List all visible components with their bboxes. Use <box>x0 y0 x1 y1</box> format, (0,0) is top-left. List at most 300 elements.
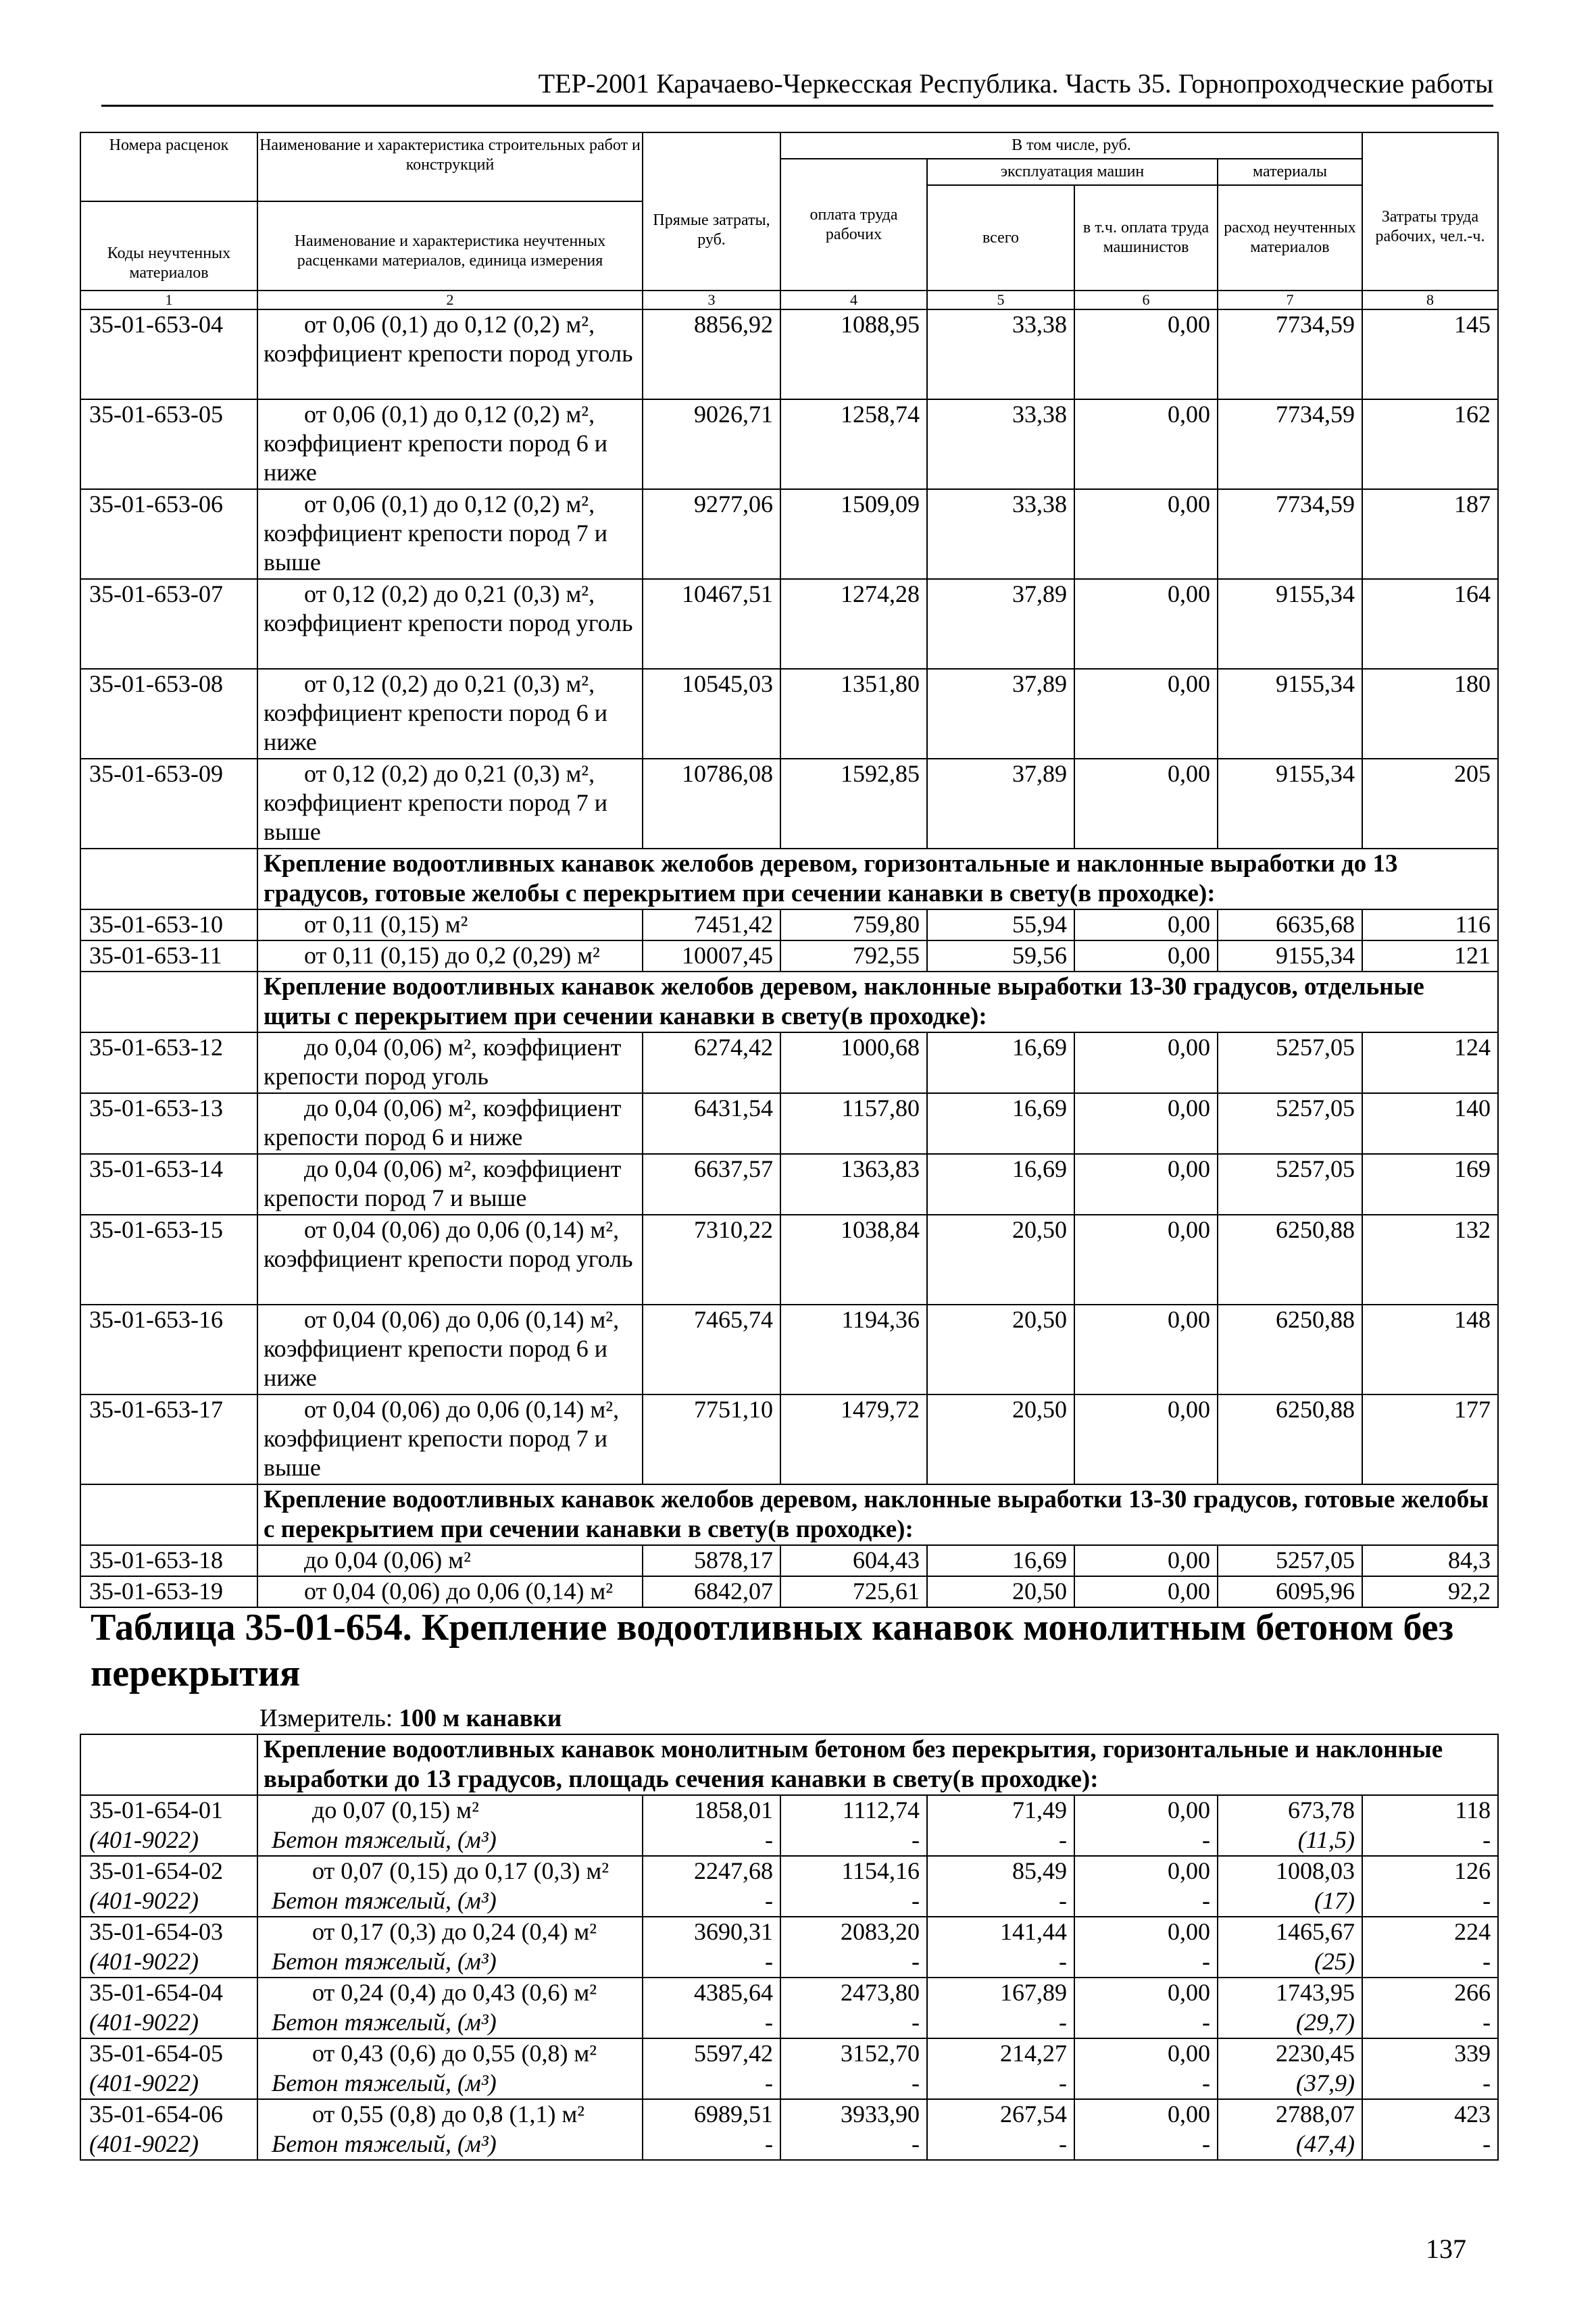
dash: - <box>1482 1887 1491 1914</box>
dash: - <box>765 1887 773 1914</box>
operator-cost: 0,00 <box>1074 1576 1218 1607</box>
material-cost: 9155,34 <box>1218 759 1362 849</box>
material-cost: 2230,45 <box>1276 2040 1355 2067</box>
dash: - <box>765 1948 773 1975</box>
table-cell <box>780 1856 927 1917</box>
table-cell <box>1218 1917 1362 1978</box>
dash: - <box>765 2130 773 2157</box>
material-quantity: (11,5) <box>1297 1826 1355 1853</box>
section-spacer <box>80 1484 257 1545</box>
table-cell <box>257 1917 643 1978</box>
table-cell <box>80 2038 257 2099</box>
measure-value: 100 м канавки <box>399 1705 562 1732</box>
machine-cost: 267,54 <box>1000 2101 1067 2128</box>
table-row <box>80 579 1498 669</box>
labor-cost: 759,80 <box>780 909 927 940</box>
table-cell <box>643 2038 780 2099</box>
material-cost: 9155,34 <box>1218 669 1362 759</box>
dash: - <box>1482 1948 1491 1975</box>
table-row <box>80 1576 1498 1607</box>
rate-code: 35-01-653-18 <box>80 1545 257 1576</box>
direct-cost: 7751,10 <box>643 1394 780 1484</box>
machine-cost: 37,89 <box>927 759 1074 849</box>
direct-cost: 9026,71 <box>643 399 780 489</box>
table-cell <box>80 1795 257 1856</box>
material-description: Бетон тяжелый, (м³) <box>272 2009 497 2036</box>
table-cell <box>780 1795 927 1856</box>
labor-hours: 423 <box>1454 2101 1491 2128</box>
dash: - <box>1482 1826 1491 1853</box>
material-cost: 5257,05 <box>1218 1545 1362 1576</box>
material-quantity: (25) <box>1314 1948 1355 1975</box>
table-row <box>80 489 1498 579</box>
direct-cost: 8856,92 <box>643 309 780 399</box>
rate-code: 35-01-653-04 <box>80 309 257 399</box>
rate-description: от 0,06 (0,1) до 0,12 (0,2) м², коэффициент крепости пород 7 и выше <box>257 489 643 579</box>
header-group-machines: эксплуатация машин <box>927 159 1218 185</box>
dash: - <box>1202 2009 1210 2036</box>
operator-cost: 0,00 <box>1074 940 1218 972</box>
machine-cost: 59,56 <box>927 940 1074 972</box>
header-col6: в т.ч. оплата труда машинистов <box>1074 185 1218 291</box>
table-cell <box>780 1978 927 2038</box>
col-number: 2 <box>257 291 643 309</box>
direct-cost: 4385,64 <box>694 1979 773 2006</box>
operator-cost: 0,00 <box>1074 1093 1218 1154</box>
header-col2-bottom: Наименование и характеристика неучтенных расценками материалов, единица измерения <box>258 201 642 271</box>
material-cost: 1465,67 <box>1276 1918 1355 1945</box>
measure-line <box>259 1704 562 1734</box>
rate-code: 35-01-653-13 <box>80 1093 257 1154</box>
page-number: 137 <box>1426 2234 1466 2264</box>
material-code: (401-9022) <box>89 1887 199 1914</box>
labor-hours: 84,3 <box>1362 1545 1498 1576</box>
material-cost: 6250,88 <box>1218 1394 1362 1484</box>
rate-code: 35-01-653-05 <box>80 399 257 489</box>
rate-code: 35-01-654-03 <box>89 1918 223 1945</box>
material-description: Бетон тяжелый, (м³) <box>272 2130 497 2157</box>
labor-hours: 118 <box>1455 1796 1491 1823</box>
dash: - <box>765 1826 773 1853</box>
direct-cost: 7465,74 <box>643 1305 780 1394</box>
rate-description: до 0,04 (0,06) м², коэффициент крепости пород 6 и ниже <box>257 1093 643 1154</box>
table-cell <box>257 1856 643 1917</box>
direct-cost: 6431,54 <box>643 1093 780 1154</box>
labor-cost: 1479,72 <box>780 1394 927 1484</box>
operator-cost: 0,00 <box>1074 1305 1218 1394</box>
header-col1 <box>80 132 257 291</box>
rate-description: до 0,04 (0,06) м² <box>257 1545 643 1576</box>
operator-cost: 0,00 <box>1074 1394 1218 1484</box>
table-cell <box>80 1978 257 2038</box>
dash: - <box>1059 1826 1067 1853</box>
table-cell <box>1074 1856 1218 1917</box>
material-cost: 7734,59 <box>1218 489 1362 579</box>
material-cost: 1743,95 <box>1276 1979 1355 2006</box>
dash: - <box>1059 2130 1067 2157</box>
table-cell <box>1218 1856 1362 1917</box>
machine-cost: 20,50 <box>927 1215 1074 1305</box>
table-cell <box>643 2099 780 2160</box>
machine-cost: 141,44 <box>1000 1918 1067 1945</box>
labor-hours: 224 <box>1454 1918 1491 1945</box>
dash: - <box>1059 1948 1067 1975</box>
dash: - <box>1202 2130 1210 2157</box>
col-number: 5 <box>927 291 1074 309</box>
machine-cost: 16,69 <box>927 1154 1074 1215</box>
material-quantity: (29,7) <box>1296 2009 1355 2036</box>
labor-hours: 169 <box>1362 1154 1498 1215</box>
section-heading: Крепление водоотливных канавок монолитным бетоном без перекрытия, горизонтальные и наклонные выработки до 13 градусов, площадь сечения канавки в свету(в проходке): <box>257 1734 1498 1795</box>
rate-code: 35-01-653-07 <box>80 579 257 669</box>
direct-cost: 3690,31 <box>694 1918 773 1945</box>
header-group-materials: материалы <box>1218 159 1362 185</box>
labor-cost: 1038,84 <box>780 1215 927 1305</box>
rate-description: от 0,12 (0,2) до 0,21 (0,3) м², коэффициент крепости пород 7 и выше <box>257 759 643 849</box>
operator-cost: 0,00 <box>1074 669 1218 759</box>
labor-hours: 148 <box>1362 1305 1498 1394</box>
dash: - <box>912 2009 920 2036</box>
labor-cost: 2083,20 <box>841 1918 920 1945</box>
header-rule <box>101 105 1493 107</box>
table-cell <box>927 1978 1074 2038</box>
direct-cost: 6842,07 <box>643 1576 780 1607</box>
machine-cost: 71,49 <box>1012 1796 1067 1823</box>
direct-cost: 5878,17 <box>643 1545 780 1576</box>
rate-description: от 0,04 (0,06) до 0,06 (0,14) м², коэффициент крепости пород 6 и ниже <box>257 1305 643 1394</box>
operator-cost: 0,00 <box>1074 909 1218 940</box>
labor-cost: 1592,85 <box>780 759 927 849</box>
material-code: (401-9022) <box>89 2069 199 2096</box>
table-row <box>80 1032 1498 1093</box>
table-cell <box>1074 1978 1218 2038</box>
rate-description: до 0,04 (0,06) м², коэффициент крепости пород уголь <box>257 1032 643 1093</box>
table-row <box>80 1305 1498 1394</box>
table-cell <box>257 1795 643 1856</box>
operator-cost: 0,00 <box>1074 1545 1218 1576</box>
rate-code: 35-01-653-09 <box>80 759 257 849</box>
machine-cost: 16,69 <box>927 1545 1074 1576</box>
table-row <box>80 1215 1498 1305</box>
col-number: 3 <box>643 291 780 309</box>
rate-code: 35-01-653-11 <box>80 940 257 972</box>
rate-description: от 0,04 (0,06) до 0,06 (0,14) м², коэффициент крепости пород 7 и выше <box>257 1394 643 1484</box>
material-cost: 6095,96 <box>1218 1576 1362 1607</box>
direct-cost: 5597,42 <box>694 2040 773 2067</box>
dash: - <box>1482 2069 1491 2096</box>
table-row <box>80 1856 1498 1917</box>
dash: - <box>1202 1826 1210 1853</box>
section-heading: Крепление водоотливных канавок желобов деревом, наклонные выработки 13-30 градусов, готовые желобы с перекрытием при сечении канавки в свету(в проходке): <box>257 1484 1498 1545</box>
material-cost: 7734,59 <box>1218 309 1362 399</box>
rate-description: от 0,55 (0,8) до 0,8 (1,1) м² <box>312 2101 585 2128</box>
rate-description: от 0,06 (0,1) до 0,12 (0,2) м², коэффициент крепости пород уголь <box>257 309 643 399</box>
rate-description: до 0,07 (0,15) м² <box>312 1796 479 1823</box>
direct-cost: 7451,42 <box>643 909 780 940</box>
material-cost: 5257,05 <box>1218 1154 1362 1215</box>
col-number: 7 <box>1218 291 1362 309</box>
rate-code: 35-01-654-06 <box>89 2101 223 2128</box>
dash: - <box>1059 2009 1067 2036</box>
labor-cost: 1363,83 <box>780 1154 927 1215</box>
labor-hours: 92,2 <box>1362 1576 1498 1607</box>
labor-cost: 1157,80 <box>780 1093 927 1154</box>
col-number: 6 <box>1074 291 1218 309</box>
header-col2 <box>257 132 643 291</box>
direct-cost: 2247,68 <box>694 1857 773 1884</box>
machine-cost: 167,89 <box>1000 1979 1067 2006</box>
labor-cost: 3933,90 <box>841 2101 920 2128</box>
table-cell <box>927 2099 1074 2160</box>
operator-cost: 0,00 <box>1074 309 1218 399</box>
table-cell <box>80 1917 257 1978</box>
table-cell <box>643 1795 780 1856</box>
material-cost: 5257,05 <box>1218 1093 1362 1154</box>
header-col7: расход неучтенных материалов <box>1218 185 1362 291</box>
machine-cost: 33,38 <box>927 309 1074 399</box>
table-row <box>80 1154 1498 1215</box>
machine-cost: 16,69 <box>927 1093 1074 1154</box>
operator-cost: 0,00 <box>1074 579 1218 669</box>
rate-code: 35-01-653-15 <box>80 1215 257 1305</box>
table-cell <box>927 1917 1074 1978</box>
table-cell <box>780 2038 927 2099</box>
col-number: 1 <box>80 291 257 309</box>
col-number: 4 <box>780 291 927 309</box>
rate-code: 35-01-653-08 <box>80 669 257 759</box>
table-cell <box>643 1856 780 1917</box>
machine-cost: 20,50 <box>927 1394 1074 1484</box>
table-row <box>80 2099 1498 2160</box>
material-description: Бетон тяжелый, (м³) <box>272 2069 497 2096</box>
section-spacer <box>80 1734 257 1795</box>
table-cell <box>257 1978 643 2038</box>
table-cell <box>1218 1795 1362 1856</box>
table-cell <box>1362 1795 1498 1856</box>
dash: - <box>1059 2069 1067 2096</box>
header-number-row <box>80 291 1498 309</box>
operator-cost: 0,00 <box>1168 2040 1210 2067</box>
operator-cost: 0,00 <box>1168 2101 1210 2128</box>
table-row <box>80 1394 1498 1484</box>
dash: - <box>765 2069 773 2096</box>
material-code: (401-9022) <box>89 1826 199 1853</box>
labor-cost: 1258,74 <box>780 399 927 489</box>
dash: - <box>912 1948 920 1975</box>
operator-cost: 0,00 <box>1074 1032 1218 1093</box>
table-cell <box>1362 2038 1498 2099</box>
labor-cost: 725,61 <box>780 1576 927 1607</box>
dash: - <box>912 2130 920 2157</box>
labor-cost: 2473,80 <box>841 1979 920 2006</box>
labor-hours: 266 <box>1454 1979 1491 2006</box>
table-row <box>80 2038 1498 2099</box>
labor-hours: 140 <box>1362 1093 1498 1154</box>
direct-cost: 10545,03 <box>643 669 780 759</box>
dash: - <box>1059 1887 1067 1914</box>
table-cell <box>1362 1978 1498 2038</box>
material-cost: 7734,59 <box>1218 399 1362 489</box>
operator-cost: 0,00 <box>1074 1154 1218 1215</box>
dash: - <box>1482 2130 1491 2157</box>
material-cost: 9155,34 <box>1218 579 1362 669</box>
material-cost: 6250,88 <box>1218 1305 1362 1394</box>
table-cell <box>1362 1856 1498 1917</box>
direct-cost: 10007,45 <box>643 940 780 972</box>
machine-cost: 20,50 <box>927 1576 1074 1607</box>
labor-hours: 205 <box>1362 759 1498 849</box>
section-spacer <box>80 972 257 1032</box>
direct-cost: 9277,06 <box>643 489 780 579</box>
running-header: ТЕР-2001 Карачаево-Черкесская Республика. Часть 35. Горнопроходческие работы <box>538 68 1493 99</box>
table-row <box>80 399 1498 489</box>
table-cell <box>1362 1917 1498 1978</box>
table-cell <box>1218 1978 1362 2038</box>
table-row <box>80 909 1498 940</box>
material-quantity: (37,9) <box>1296 2069 1355 2096</box>
operator-cost: 0,00 <box>1168 1918 1210 1945</box>
machine-cost: 37,89 <box>927 579 1074 669</box>
operator-cost: 0,00 <box>1074 399 1218 489</box>
direct-cost: 10467,51 <box>643 579 780 669</box>
dash: - <box>1202 1887 1210 1914</box>
labor-cost: 1088,95 <box>780 309 927 399</box>
rate-description: от 0,12 (0,2) до 0,21 (0,3) м², коэффициент крепости пород уголь <box>257 579 643 669</box>
table-row <box>80 669 1498 759</box>
rate-description: от 0,06 (0,1) до 0,12 (0,2) м², коэффициент крепости пород 6 и ниже <box>257 399 643 489</box>
table-654 <box>80 1734 1499 2161</box>
labor-hours: 339 <box>1454 2040 1491 2067</box>
table-cell <box>1362 2099 1498 2160</box>
table-cell <box>1218 2099 1362 2160</box>
table-cell <box>643 1978 780 2038</box>
table-cell <box>257 2099 643 2160</box>
material-description: Бетон тяжелый, (м³) <box>272 1826 497 1853</box>
rate-code: 35-01-653-16 <box>80 1305 257 1394</box>
material-cost: 2788,07 <box>1276 2101 1355 2128</box>
table-654-title: Таблица 35-01-654. Крепление водоотливных канавок монолитным бетоном без перекрытия <box>91 1607 1454 1694</box>
material-code: (401-9022) <box>89 1948 199 1975</box>
labor-cost: 1509,09 <box>780 489 927 579</box>
section-row <box>80 1484 1498 1545</box>
material-code: (401-9022) <box>89 2130 199 2157</box>
table-row <box>80 1795 1498 1856</box>
machine-cost: 16,69 <box>927 1032 1074 1093</box>
labor-cost: 604,43 <box>780 1545 927 1576</box>
direct-cost: 6989,51 <box>694 2101 773 2128</box>
labor-hours: 177 <box>1362 1394 1498 1484</box>
material-cost: 673,78 <box>1288 1796 1355 1823</box>
dash: - <box>912 1826 920 1853</box>
labor-cost: 1154,16 <box>841 1857 920 1884</box>
labor-cost: 1194,36 <box>780 1305 927 1394</box>
rate-code: 35-01-654-04 <box>89 1979 223 2006</box>
table-cell <box>257 2038 643 2099</box>
material-quantity: (17) <box>1314 1887 1355 1914</box>
table-row <box>80 1978 1498 2038</box>
table-cell <box>80 1856 257 1917</box>
col-number: 8 <box>1362 291 1498 309</box>
dash: - <box>912 2069 920 2096</box>
material-description: Бетон тяжелый, (м³) <box>272 1948 497 1975</box>
header-group-including: В том числе, руб. <box>780 132 1362 159</box>
machine-cost: 37,89 <box>927 669 1074 759</box>
labor-cost: 1351,80 <box>780 669 927 759</box>
labor-cost: 3152,70 <box>841 2040 920 2067</box>
labor-hours: 164 <box>1362 579 1498 669</box>
section-heading: Крепление водоотливных канавок желобов деревом, наклонные выработки 13-30 градусов, отдельные щиты с перекрытием при сечении канавки в свету(в проходке): <box>257 972 1498 1032</box>
labor-hours: 126 <box>1454 1857 1491 1884</box>
header-row-1 <box>80 132 1498 159</box>
table-cell <box>927 2038 1074 2099</box>
table-cell <box>1218 2038 1362 2099</box>
rate-description: от 0,07 (0,15) до 0,17 (0,3) м² <box>312 1857 609 1884</box>
operator-cost: 0,00 <box>1168 1979 1210 2006</box>
dash: - <box>1482 2009 1491 2036</box>
header-col3: Прямые затраты, руб. <box>643 132 780 291</box>
direct-cost: 7310,22 <box>643 1215 780 1305</box>
table-row <box>80 1093 1498 1154</box>
table-cell <box>1074 1795 1218 1856</box>
machine-cost: 214,27 <box>1000 2040 1067 2067</box>
rate-code: 35-01-653-12 <box>80 1032 257 1093</box>
rate-description: от 0,04 (0,06) до 0,06 (0,14) м², коэффициент крепости пород уголь <box>257 1215 643 1305</box>
rate-description: от 0,04 (0,06) до 0,06 (0,14) м² <box>257 1576 643 1607</box>
table-row <box>80 309 1498 399</box>
rate-code: 35-01-653-14 <box>80 1154 257 1215</box>
labor-hours: 145 <box>1362 309 1498 399</box>
rate-code: 35-01-653-06 <box>80 489 257 579</box>
direct-cost: 6274,42 <box>643 1032 780 1093</box>
rates-table <box>80 132 1499 1608</box>
machine-cost: 33,38 <box>927 489 1074 579</box>
direct-cost: 6637,57 <box>643 1154 780 1215</box>
table-cell <box>1074 1917 1218 1978</box>
table-cell <box>1074 2099 1218 2160</box>
labor-cost: 1112,74 <box>842 1796 920 1823</box>
machine-cost: 20,50 <box>927 1305 1074 1394</box>
labor-hours: 180 <box>1362 669 1498 759</box>
material-cost: 6635,68 <box>1218 909 1362 940</box>
operator-cost: 0,00 <box>1168 1796 1210 1823</box>
material-cost: 6250,88 <box>1218 1215 1362 1305</box>
operator-cost: 0,00 <box>1074 489 1218 579</box>
table-cell <box>780 2099 927 2160</box>
header-col1-top: Номера расценок <box>109 136 229 154</box>
table-row <box>80 1545 1498 1576</box>
table-cell <box>1074 2038 1218 2099</box>
rate-description: до 0,04 (0,06) м², коэффициент крепости пород 7 и выше <box>257 1154 643 1215</box>
rate-description: от 0,17 (0,3) до 0,24 (0,4) м² <box>312 1918 597 1945</box>
rate-code: 35-01-653-17 <box>80 1394 257 1484</box>
dash: - <box>912 1887 920 1914</box>
labor-cost: 1000,68 <box>780 1032 927 1093</box>
machine-cost: 55,94 <box>927 909 1074 940</box>
rate-code: 35-01-654-01 <box>89 1796 223 1823</box>
material-code: (401-9022) <box>89 2009 199 2036</box>
rate-description: от 0,24 (0,4) до 0,43 (0,6) м² <box>312 1979 597 2006</box>
dash: - <box>1202 2069 1210 2096</box>
material-quantity: (47,4) <box>1296 2130 1355 2157</box>
table-row <box>80 940 1498 972</box>
labor-cost: 1274,28 <box>780 579 927 669</box>
table-row <box>80 759 1498 849</box>
header-col8: Затраты труда рабочих, чел.-ч. <box>1362 132 1498 291</box>
header-col2-top: Наименование и характеристика строительных работ и конструкций <box>259 136 641 174</box>
material-cost: 9155,34 <box>1218 940 1362 972</box>
table-row <box>80 1917 1498 1978</box>
rate-code: 35-01-654-05 <box>89 2040 223 2067</box>
